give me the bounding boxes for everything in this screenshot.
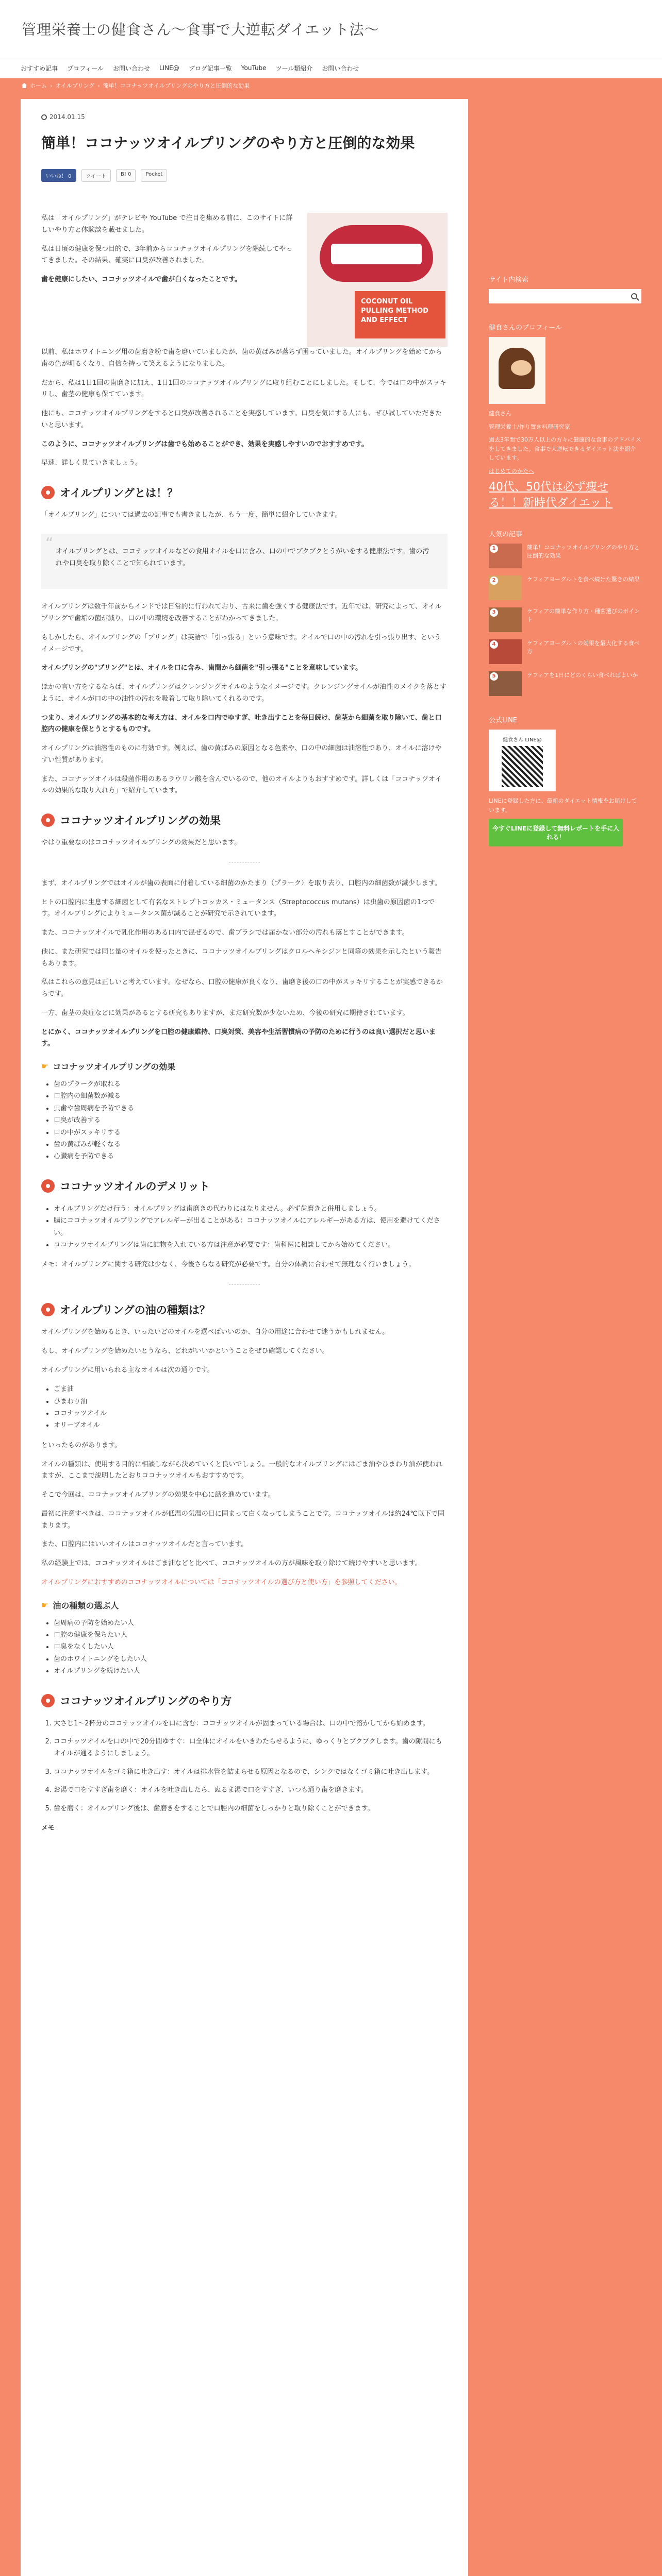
popular-thumbnail (489, 639, 522, 664)
home-icon[interactable] (22, 83, 27, 88)
post-date-text: 2014.01.15 (49, 113, 85, 121)
body-paragraph: 一方、歯茎の炎症などに効果があるとする研究もありますが、まだ研究数が少ないため、今後の研究に期待されています。 (41, 1009, 409, 1017)
list-item: • ココナッツオイル (54, 1408, 448, 1419)
list-item: • 心臓病を予防できる (54, 1150, 448, 1162)
body-paragraph: 他に、また研究では同じ量のオイルを使ったときに、ココナッツオイルプリングはクロルヘキシジンと同等の効果を示したという報告もあります。 (41, 947, 442, 968)
popular-item[interactable] (489, 544, 641, 568)
profile-bio: 過去3年間で30万人以上の方々に健康的な食事のアドバイスをしてきました。食事で大逆転できるダイエット法を紹介しています。 (489, 436, 641, 462)
body-paragraph: といったものがあります。 (41, 1441, 121, 1449)
sidebar (489, 99, 641, 2576)
diet-feature-link[interactable]: 40代、50代は必ず痩せる！！新時代ダイエット (489, 480, 613, 510)
line-widget (489, 715, 641, 846)
hero-image (307, 213, 448, 347)
heading-bullet-icon (41, 1303, 55, 1316)
line-register-button[interactable]: 今すぐLINEに登録して無料レポートを手に入れる！ (489, 819, 623, 846)
list-item: • オリーブオイル (54, 1419, 448, 1431)
section-heading-text: ココナッツオイルのデメリット (60, 1180, 210, 1193)
intro-paragraph: 他にも、ココナッツオイルプリングをすると口臭が改善されることを実感しています。口臭を気にする人にも、ぜひ試していただきたいと思います。 (41, 410, 442, 429)
quote-text: オイルプリングとは、ココナッツオイルなどの食用オイルを口に含み、口の中でブクブクとうがいをする健康法です。歯の汚れや口臭を取り除くことで知られています。 (56, 547, 429, 567)
sub-heading-text: 油の種類の選ぶ人 (53, 1600, 119, 1611)
widget-title: 健食さんのプロフィール (489, 324, 562, 332)
body-paragraph: ほかの言い方をするならば、オイルプリングはクレンジングオイルのようなイメージです。クレンジングオイルが油性のメイクを落とすように、オイルが口の中の油性の汚れを吸着して取り除いてくれるのです。 (41, 683, 446, 703)
section-heading (41, 1302, 448, 1317)
section-heading-text: オイルプリングの油の種類は？ (60, 1304, 210, 1317)
line-card-label: 健食さん LINE@ (503, 737, 542, 743)
rank-badge: 4 (490, 640, 498, 649)
breadcrumb-category[interactable]: オイルプリング (55, 82, 95, 89)
section-heading-text: オイルプリングとは！？ (60, 487, 178, 499)
breadcrumb-home[interactable]: ホーム (30, 82, 47, 89)
list-item: • オイルプリングだけ行う：オイルプリングは歯磨きの代わりにはなりません。必ず歯磨きと併用しましょう。 (54, 1203, 448, 1215)
breadcrumb-separator: › (50, 82, 53, 89)
qr-code-icon (502, 746, 543, 787)
post-title: 簡単！ココナッツオイルプリングのやり方と圧倒的な効果 (41, 134, 415, 151)
body-paragraph: オイルの種類は、使用する目的に相談しながら決めていくと良いでしょう。一般的なオイルプリングにはごま油やひまわり油が使われますが、ここまで説明したとおりココナッツオイルもおすすめです。 (41, 1460, 442, 1480)
intro-paragraph: 私は日頃の健康を保つ目的で、3年前からココナッツオイルプリングを継続してやってきました。その結果、確実に口臭が改善されました。 (41, 245, 293, 265)
divider (229, 1284, 260, 1286)
facebook-like-button[interactable]: いいね！ 0 (41, 169, 76, 182)
nav-item-contact[interactable]: お問い合わせ (112, 64, 150, 72)
popular-thumbnail (489, 544, 522, 568)
article (21, 99, 468, 2576)
body-paragraph: もし、オイルプリングを始めたいとうなら、どれがいいかということをぜひ確認してください。 (41, 1347, 329, 1355)
section-heading-text: ココナッツオイルプリングの効果 (60, 815, 221, 827)
body-paragraph: 私の経験上では、ココナッツオイルはごま油などと比べて、ココナッツオイルの方が風味を取り除けて続けやすいと思います。 (41, 1560, 422, 1568)
body-paragraph: また、口腔内にはいいオイルはココナッツオイルだと言っています。 (41, 1540, 248, 1549)
heading-bullet-icon (41, 1694, 55, 1707)
body-paragraph: もしかしたら、オイルプリングの「プリング」は英語で「引っ張る」という意味です。オイルで口の中の汚れを引っ張り出す、というイメージです。 (41, 633, 441, 653)
body-paragraph: そこで今回は、ココナッツオイルプリングの効果を中心に話を進めています。 (41, 1491, 275, 1499)
search-input[interactable] (493, 293, 611, 300)
body-paragraph: また、ココナッツオイルで乳化作用のある口内で混ぜるので、歯ブラシでは届かない部分の汚れも落とすことができます。 (41, 929, 409, 937)
intro-paragraph: 私は「オイルプリング」がテレビや YouTube で注目を集める前に、このサイトに詳しいやり方と体験談を載せました。 (41, 214, 293, 234)
list-item: • ひまわり油 (54, 1396, 448, 1408)
profile-widget (489, 322, 641, 510)
hatena-bookmark-button[interactable]: B! 0 (116, 169, 136, 182)
body-paragraph: オイルプリングを始めるとき、いったいどのオイルを選べばいいのか、自分の用途に合わせて迷うかもしれません。 (41, 1328, 389, 1336)
widget-title: 人気の記事 (489, 530, 523, 538)
choose-list (54, 1617, 448, 1677)
profile-avatar (489, 337, 545, 404)
body-paragraph: オイルプリングは油溶性のものに有効です。例えば、歯の黄ばみの原因となる色素や、口の中の細菌は油溶性であり、オイルに溶けやすい性質があります。 (41, 744, 442, 764)
rank-badge: 2 (490, 577, 498, 585)
list-item: • 腸にココナッツオイルプリングでアレルギーが出ることがある：ココナッツオイルにアレルギーがある方は、使用を避けてください。 (54, 1215, 448, 1239)
popular-thumbnail (489, 575, 522, 600)
first-visit-link[interactable]: はじめてのかたへ (489, 467, 534, 474)
body-paragraph: オイルプリングの"プリング"とは、オイルを口に含み、歯間から細菌を"引っ張る"ことを意味しています。 (41, 664, 362, 672)
sub-heading (41, 1060, 448, 1072)
popular-title[interactable]: ケフィアヨーグルトの効果を最大化する食べ方 (527, 639, 640, 655)
hero-badge: COCONUT OIL PULLING METHOD AND EFFECT (355, 291, 445, 338)
nav-item-recommended[interactable]: おすすめ記事 (21, 64, 58, 72)
line-qr-card[interactable] (489, 730, 556, 791)
quote-icon: “ (45, 534, 54, 553)
post-date (41, 113, 448, 121)
list-item: • 歯周病の予防を始めたい人 (54, 1617, 448, 1629)
heading-bullet-icon (41, 814, 55, 827)
section-heading (41, 485, 448, 500)
section-heading (41, 812, 448, 828)
list-item: • 口腔内の細菌数が減る (54, 1090, 448, 1102)
tweet-button[interactable]: ツイート (81, 169, 111, 182)
list-item: • 口臭をなくしたい人 (54, 1641, 448, 1653)
popular-title[interactable]: ケフィアヨーグルトを食べ続けた驚きの結果 (527, 575, 640, 583)
pocket-button[interactable]: Pocket (141, 169, 167, 182)
popular-item[interactable] (489, 639, 641, 664)
intro-paragraph: だから、私は1日1回の歯磨きに加え、1日1回のココナッツオイルプリングに取り組むことにしました。そして、今では口の中がスッキリし、歯茎の健康も保てています。 (41, 379, 446, 399)
note-paragraph: メモ：オイルプリングに関する研究は少なく、今後さらなる研究が必要です。自分の体調に合わせて無理なく行いましょう。 (41, 1261, 416, 1269)
list-item: • 歯のプラークが取れる (54, 1078, 448, 1090)
heading-bullet-icon (41, 486, 55, 499)
body-paragraph: やはり重要なのはココナッツオイルプリングの効果だと思います。 (41, 839, 241, 846)
oil-list (54, 1383, 448, 1432)
body-paragraph: とにかく、ココナッツオイルプリングを口腔の健康維持、口臭対策、美容や生活習慣病の予防のために行うのは良い選択だと思います。 (41, 1028, 436, 1048)
sub-heading-text: ココナッツオイルプリングの効果 (53, 1062, 176, 1072)
quote-box (41, 534, 448, 589)
line-description: LINEに登録した方に、最新のダイエット情報をお届けしています。 (489, 797, 637, 814)
step-item: 4. お湯で口をすすぎ歯を磨く：オイルを吐き出したら、ぬるま湯で口をすすぎ、いつも通り歯を磨きます。 (54, 1784, 448, 1796)
nav-item-blog-list[interactable]: ブログ記事一覧 (188, 64, 232, 72)
popular-thumbnail (489, 607, 522, 632)
body-paragraph: 私はこれらの意見は正しいと考えています。なぜなら、口腔の健康が良くなり、歯磨き後の口の中がスッキリすることが実感できるからです。 (41, 978, 443, 998)
nav-item-profile[interactable]: プロフィール (67, 64, 104, 72)
clock-icon (41, 114, 47, 120)
pointing-hand-icon: ☛ (41, 1600, 49, 1610)
demerit-list (54, 1203, 448, 1251)
sub-heading (41, 1599, 448, 1611)
popular-title[interactable]: 簡単！ココナッツオイルプリングのやり方と圧倒的な効果 (527, 544, 640, 560)
intro-paragraph: 歯を健康にしたい、ココナッツオイルで歯が白くなったことです。 (41, 276, 242, 283)
body-paragraph: ヒトの口腔内に生息する細菌として有名なストレプトコッカス・ミュータンス（Streptococcus mutans）は虫歯の原因菌の1つです。オイルプリングによりミュータンス菌が減ることが研究で示されています。 (41, 898, 435, 918)
body-paragraph[interactable]: オイルプリングにおすすめのココナッツオイルについては「ココナッツオイルの選び方と使い方」を参照してください。 (41, 1578, 402, 1586)
step-item: 1. 大さじ1〜2杯分のココナッツオイルを口に含む：ココナッツオイルが固まっている場合は、口の中で溶かしてから始めます。 (54, 1718, 448, 1730)
popular-item[interactable] (489, 607, 641, 632)
section-heading (41, 1693, 448, 1708)
face-illustration (511, 360, 532, 376)
search-box (489, 289, 641, 303)
nav-item-tools[interactable]: ツール類紹介 (275, 64, 313, 72)
step-item: 3. ココナッツオイルをゴミ箱に吐き出す：オイルは排水管を詰まらせる原因となるので、シンクではなくゴミ箱に吐き出します。 (54, 1766, 448, 1778)
body-paragraph: また、ココナッツオイルは殺菌作用のあるラウリン酸を含んでいるので、他のオイルよりもおすすめです。詳しくは「ココナッツオイルの効果的な取り入れ方」で紹介しています。 (41, 775, 442, 795)
list-item: • 口の中がスッキリする (54, 1127, 448, 1139)
popular-title[interactable]: ケフィアの簡単な作り方・種菌選びのポイント (527, 607, 640, 623)
rank-badge: 3 (490, 608, 498, 617)
popular-item[interactable] (489, 575, 641, 600)
body-paragraph: 最初に注意すべきは、ココナッツオイルが低温の気温の日に固まって白くなってしまうことです。ココナッツオイルは約24℃以下で固まります。 (41, 1510, 445, 1530)
body-paragraph: オイルプリングは数千年前からインドでは日常的に行われており、古来に歯を強くする健康法です。近年では、研究によって、オイルプリングで歯垢の菌が減り、口の中の環境を改善することがわかってきました。 (41, 603, 442, 622)
site-header (0, 0, 662, 58)
body-paragraph: 「オイルプリング」については過去の記事でも書きましたが、もう一度、簡単に紹介していきます。 (41, 511, 342, 519)
heading-bullet-icon (41, 1179, 55, 1193)
list-item: • ごま油 (54, 1383, 448, 1395)
search-icon[interactable] (631, 293, 637, 299)
list-item: • オイルプリングを続けたい人 (54, 1665, 448, 1677)
intro-paragraph: 早速、詳しく見ていきましょう。 (41, 459, 142, 467)
breadcrumb-current: 簡単！ココナッツオイルプリングのやり方と圧倒的な効果 (103, 82, 250, 89)
teeth-illustration (331, 244, 422, 264)
profile-role: 管理栄養士/作り置き料理研究家 (489, 423, 570, 430)
popular-item[interactable] (489, 671, 641, 696)
breadcrumb-separator: › (97, 82, 100, 89)
rank-badge: 5 (490, 672, 498, 681)
nav-item-youtube[interactable]: YouTube (241, 64, 267, 72)
search-widget (489, 274, 641, 303)
section-heading-text: ココナッツオイルプリングのやり方 (60, 1694, 232, 1707)
breadcrumb (0, 78, 662, 93)
popular-thumbnail (489, 671, 522, 696)
global-nav (0, 58, 662, 78)
intro-paragraph: 以前、私はホワイトニング用の歯磨き粉で歯を磨いていましたが、歯の黄ばみが落ちず困っていました。オイルプリングを始めてから歯の色が明るくなり、自信を持って笑えるようになりました。 (41, 348, 442, 368)
nav-item-line[interactable]: LINE@ (159, 64, 179, 72)
nav-item-contact-2[interactable]: お問い合わせ (322, 64, 359, 72)
list-item: • 口臭が改善する (54, 1114, 448, 1126)
popular-widget (489, 529, 641, 696)
list-item: • 口腔の健康を保ちたい人 (54, 1629, 448, 1641)
list-item: • 歯の黄ばみが軽くなる (54, 1139, 448, 1150)
list-item: • ココナッツオイルプリングは歯に詰物を入れている方は注意が必要です：歯科医に相談してから始めてください。 (54, 1239, 448, 1251)
step-item: 2. ココナッツオイルを口の中で20分間ゆすぐ：口全体にオイルをいきわたらせるように、ゆっくりとブクブクします。歯の隙間にもオイルが通るようにしましょう。 (54, 1736, 448, 1760)
profile-name: 健食さん (489, 410, 511, 417)
share-buttons (41, 169, 448, 182)
body-paragraph: まず、オイルプリングではオイルが歯の表面に付着している細菌のかたまり（プラーク）を取り去り、口腔内の細菌数が減少します。 (41, 879, 441, 887)
list-item: • 虫歯や歯周病を予防できる (54, 1103, 448, 1114)
step-item: 5. 歯を磨く：オイルプリング後は、歯磨きをすることで口腔内の細菌をしっかりと取り除くことができます。 (54, 1803, 448, 1815)
list-item: • 歯のホワイトニングをしたい人 (54, 1653, 448, 1665)
pointing-hand-icon: ☛ (41, 1061, 49, 1071)
site-title[interactable]: 管理栄養士の健食さん〜食事で大逆転ダイエット法〜 (22, 21, 379, 38)
widget-title: サイト内検索 (489, 276, 529, 284)
effect-list (54, 1078, 448, 1163)
popular-title[interactable]: ケフィアを1日にどのくらい食べればよいか (527, 671, 638, 679)
widget-title: 公式LINE (489, 716, 518, 724)
rank-badge: 1 (490, 545, 498, 553)
divider (229, 862, 260, 865)
body-paragraph: オイルプリングに用いられる主なオイルは次の通りです。 (41, 1366, 214, 1374)
steps-list (54, 1718, 448, 1815)
section-heading (41, 1178, 448, 1194)
memo-label: メモ (41, 1824, 55, 1832)
intro-paragraph: このように、ココナッツオイルプリングは歯でも始めることができ、効果を実感しやすいのでおすすめです。 (41, 440, 368, 448)
body-paragraph: つまり、オイルプリングの基本的な考え方は、オイルを口内でゆすぎ、吐き出すことを毎日続け、歯茎から細菌を取り除いて、歯と口腔内の健康を保とうとするものです。 (41, 714, 442, 734)
